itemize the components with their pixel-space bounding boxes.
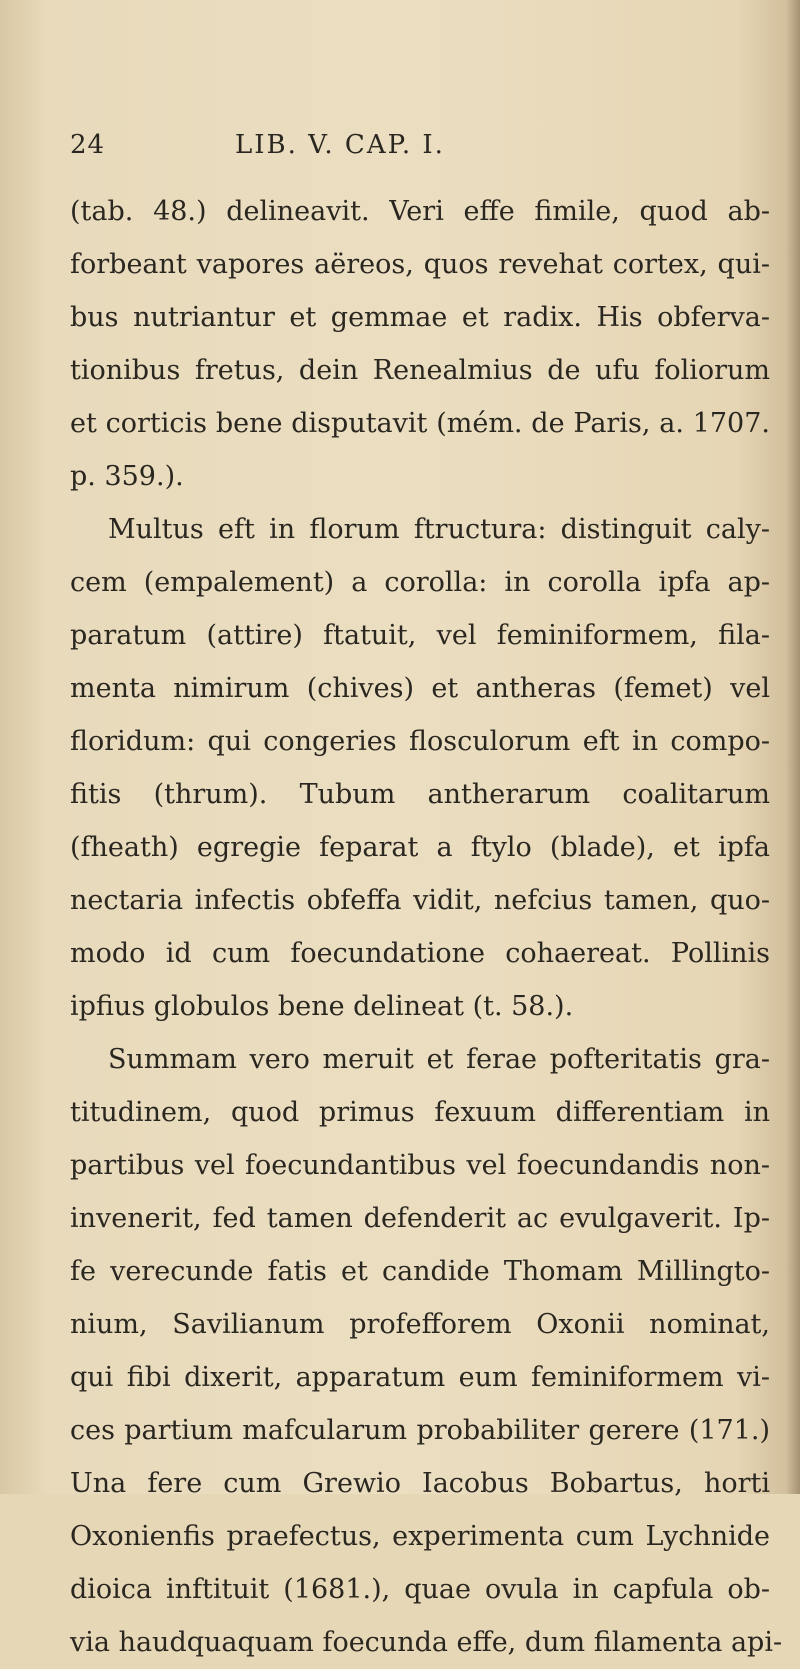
- text-line: Multus eft in florum ftructura: distinguit caly-: [108, 514, 770, 545]
- text-line: (fheath) egregie feparat a ftylo (blade), et ipfa: [70, 832, 770, 863]
- text-line: invenerit, fed tamen defenderit ac evulgaverit. Ip-: [70, 1203, 770, 1234]
- text-line: bus nutriantur et gemmae et radix. His obferva-: [70, 302, 770, 333]
- text-line: Summam vero meruit et ferae pofteritatis gra-: [108, 1044, 770, 1075]
- text-line: dioica inftituit (1681.), quae ovula in capfula ob-: [70, 1574, 770, 1605]
- text-line: fe verecunde fatis et candide Thomam Millingto-: [70, 1256, 770, 1287]
- text-line: p. 359.).: [70, 461, 184, 492]
- text-line: partibus vel foecundantibus vel foecundandis non-: [70, 1150, 770, 1181]
- text-line: ces partium mafcularum probabiliter gerere (171.): [70, 1415, 770, 1446]
- text-line: modo id cum foecundatione cohaereat. Pollinis: [70, 938, 770, 969]
- text-line: cem (empalement) a corolla: in corolla ipfa ap-: [70, 567, 770, 598]
- text-line: titudinem, quod primus fexuum differentiam in: [70, 1097, 770, 1128]
- text-line: nectaria infectis obfeffa vidit, nefcius tamen, quo-: [70, 885, 770, 916]
- text-line: via haudquaquam foecunda effe, dum filamenta api-: [70, 1627, 783, 1658]
- text-line: Oxonienfis praefectus, experimenta cum Lychnide: [70, 1521, 770, 1552]
- text-line: paratum (attire) ftatuit, vel feminiformem, fila-: [70, 620, 770, 651]
- chapter-heading: LIB. V. CAP. I.: [235, 130, 445, 160]
- text-line: et corticis bene disputavit (mém. de Paris, a. 1707.: [70, 408, 770, 439]
- text-line: forbeant vapores aëreos, quos revehat cortex, qui-: [70, 249, 770, 280]
- page-edge-shadow: [786, 0, 800, 1494]
- text-line: nium, Savilianum profefforem Oxonii nominat,: [70, 1309, 770, 1340]
- text-line: (tab. 48.) delineavit. Veri effe fimile, quod ab-: [70, 196, 770, 227]
- text-line: tionibus fretus, dein Renealmius de ufu foliorum: [70, 355, 770, 386]
- body-text: [70, 185, 783, 1669]
- text-line: floridum: qui congeries flosculorum eft in compo-: [70, 726, 770, 757]
- text-line: qui fibi dixerit, apparatum eum feminiformem vi-: [70, 1362, 770, 1393]
- page-number: 24: [70, 130, 106, 160]
- text-line: Una fere cum Grewio Iacobus Bobartus, horti: [70, 1468, 770, 1499]
- running-head: [70, 130, 760, 166]
- text-line: fitis (thrum). Tubum antherarum coalitarum: [70, 779, 770, 810]
- text-line: ipfius globulos bene delineat (t. 58.).: [70, 991, 574, 1022]
- text-line: menta nimirum (chives) et antheras (femet) vel: [70, 673, 770, 704]
